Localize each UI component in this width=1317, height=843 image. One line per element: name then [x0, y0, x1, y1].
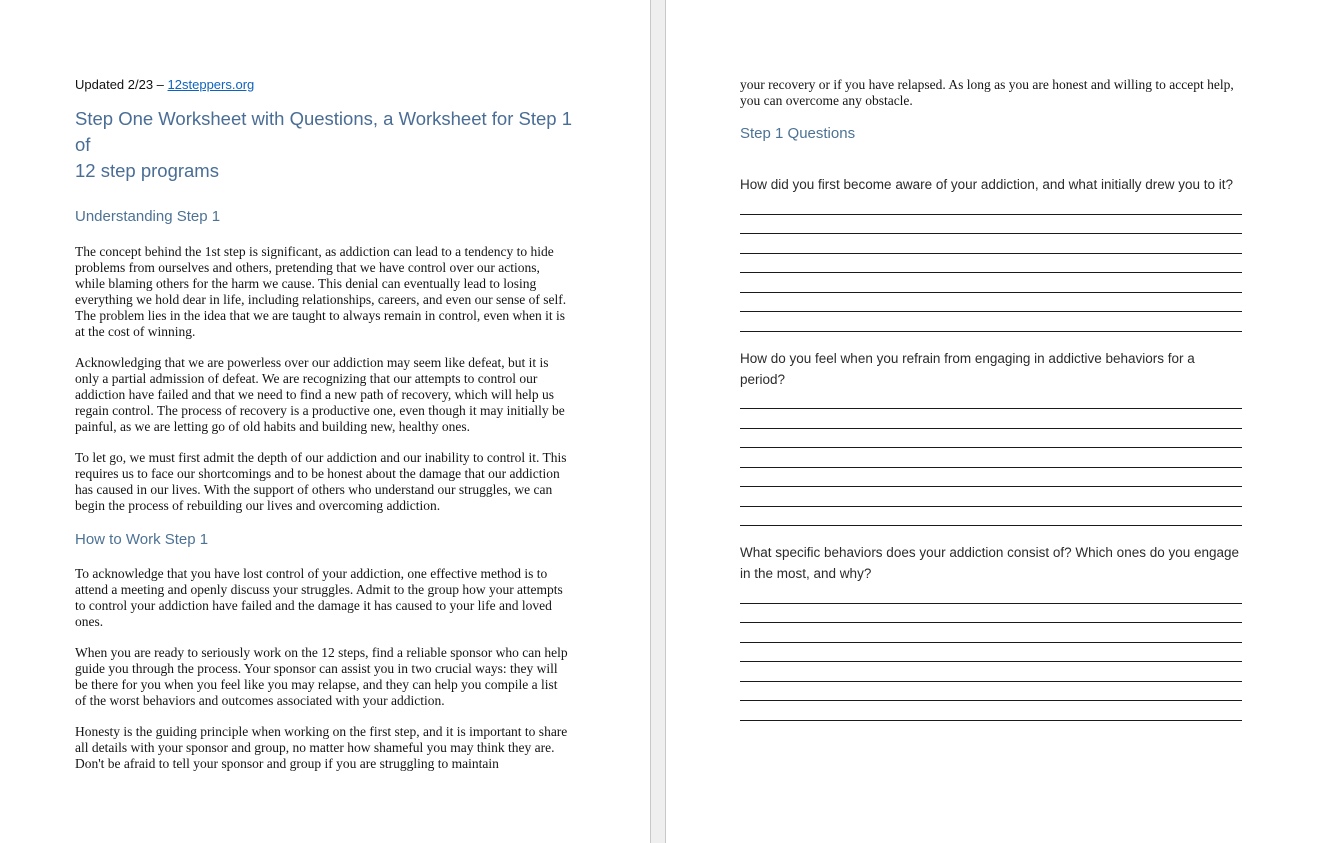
right-page: [740, 77, 1242, 721]
document-title: [75, 106, 572, 184]
answer-line[interactable]: [740, 643, 1242, 663]
heading-how-to-work-step-1: How to Work Step 1: [75, 531, 209, 548]
answer-line[interactable]: [740, 409, 1242, 429]
answer-lines-question-1: [740, 195, 1242, 332]
answer-lines-question-2: [740, 390, 1242, 527]
updated-label: Updated 2/23 –: [75, 77, 168, 92]
title-line-2: 12 step programs: [75, 160, 219, 181]
answer-line[interactable]: [740, 254, 1242, 274]
answer-line[interactable]: [740, 604, 1242, 624]
answer-line[interactable]: [740, 468, 1242, 488]
question-3: What specific behaviors does your addiction consist of? Which ones do you engage in the most, and why?: [740, 545, 1240, 581]
paragraph-understanding-1: The concept behind the 1st step is significant, as addiction can lead to a tendency to hide problems from ourselves and others, pretending that we have control over our actions, while blaming others for the harm we cause. This denial can eventually lead to losing everything we hold dear in life, including relationships, careers, and even our sense of self. The problem lies in the idea that we are taught to always remain in control, even when it is at the cost of winning.: [75, 244, 567, 339]
question-1: How did you first become aware of your addiction, and what initially drew you to it?: [740, 177, 1234, 192]
answer-line[interactable]: [740, 623, 1242, 643]
page-gap-divider: [650, 0, 666, 843]
answer-line[interactable]: [740, 195, 1242, 215]
answer-line[interactable]: [740, 234, 1242, 254]
answer-lines-question-3: [740, 584, 1242, 721]
heading-understanding-step-1: Understanding Step 1: [75, 208, 221, 225]
question-2: How do you feel when you refrain from engaging in addictive behaviors for a period?: [740, 350, 1195, 387]
answer-line[interactable]: [740, 507, 1242, 527]
answer-line[interactable]: [740, 273, 1242, 293]
answer-line[interactable]: [740, 293, 1242, 313]
answer-line[interactable]: [740, 312, 1242, 332]
paragraph-understanding-2: Acknowledging that we are powerless over our addiction may seem like defeat, but it is only a partial admission of defeat. We are recognizing that our attempts to control our addiction have failed and that we need to find a new path of recovery, which will help us regain control. The process of recovery is a productive one, even though it may initially be painful, as we are letting go of old habits and building new, healthy ones.: [75, 355, 565, 434]
answer-line[interactable]: [740, 487, 1242, 507]
paragraph-howto-1: To acknowledge that you have lost control of your addiction, one effective method is to attend a meeting and openly discuss your struggles. Admit to the group how your attempts to control your addiction have failed and the damage it has caused to your life and loved ones.: [75, 566, 563, 629]
answer-line[interactable]: [740, 215, 1242, 235]
answer-line[interactable]: [740, 662, 1242, 682]
left-page: [75, 77, 572, 772]
paragraph-howto-3: Honesty is the guiding principle when working on the first step, and it is important to share all details with your sponsor and group, no matter how shameful you may think they are. Don't be afraid to tell your sponsor and group if you are struggling to maintain: [75, 724, 568, 771]
12steppers-link[interactable]: 12steppers.org: [167, 77, 255, 92]
paragraph-continuation: your recovery or if you have relapsed. As long as you are honest and willing to accept help, you can overcome any obstacle.: [740, 77, 1234, 108]
answer-line[interactable]: [740, 390, 1242, 410]
answer-line[interactable]: [740, 682, 1242, 702]
answer-line[interactable]: [740, 448, 1242, 468]
paragraph-understanding-3: To let go, we must first admit the depth of our addiction and our inability to control it. This requires us to face our shortcomings and to be honest about the damage that our addiction has caused in our lives. With the support of others who understand our struggles, we can begin the process of rebuilding our lives and overcoming addiction.: [75, 450, 567, 513]
answer-line[interactable]: [740, 584, 1242, 604]
heading-step-1-questions: Step 1 Questions: [740, 125, 856, 142]
paragraph-howto-2: When you are ready to seriously work on the 12 steps, find a reliable sponsor who can help guide you through the process. Your sponsor can assist you in two crucial ways: they will be there for you when you feel like you may relapse, and they can help you compile a list of the worst behaviors and outcomes associated with your addiction.: [75, 645, 568, 708]
title-line-1: Step One Worksheet with Questions, a Worksheet for Step 1 of: [75, 108, 573, 155]
answer-line[interactable]: [740, 701, 1242, 721]
answer-line[interactable]: [740, 429, 1242, 449]
updated-line: [75, 77, 572, 93]
